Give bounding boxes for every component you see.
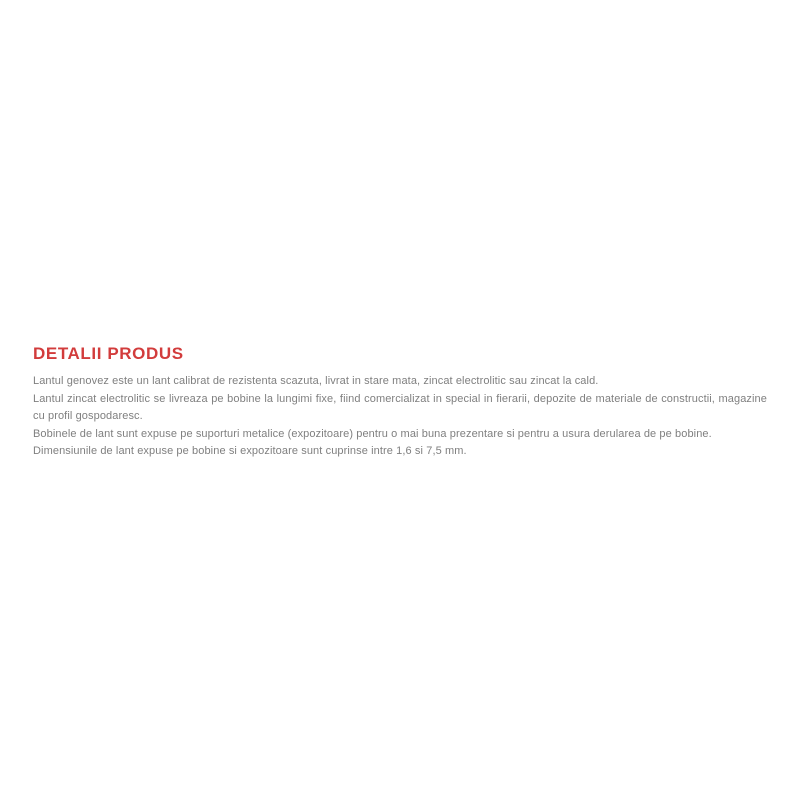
description-paragraph: Dimensiunile de lant expuse pe bobine si expozitoare sunt cuprinse intre 1,6 si 7,5 mm. <box>33 445 467 457</box>
product-description <box>33 373 767 461</box>
description-paragraph: Bobinele de lant sunt expuse pe suporturi metalice (expozitoare) pentru o mai buna prezentare si pentru a usura derularea de pe bobine. <box>33 427 712 440</box>
description-paragraph: Lantul zincat electrolitic se livreaza pe bobine la lungimi fixe, fiind comercializat in special in fierarii, depozite de materiale de constructii, magazine cu profil gospodaresc. <box>33 392 767 422</box>
product-details-section <box>33 344 767 461</box>
product-details-title: DETALII PRODUS <box>33 344 184 363</box>
description-paragraph: Lantul genovez este un lant calibrat de rezistenta scazuta, livrat in stare mata, zincat electrolitic sau zincat la cald. <box>33 375 599 387</box>
